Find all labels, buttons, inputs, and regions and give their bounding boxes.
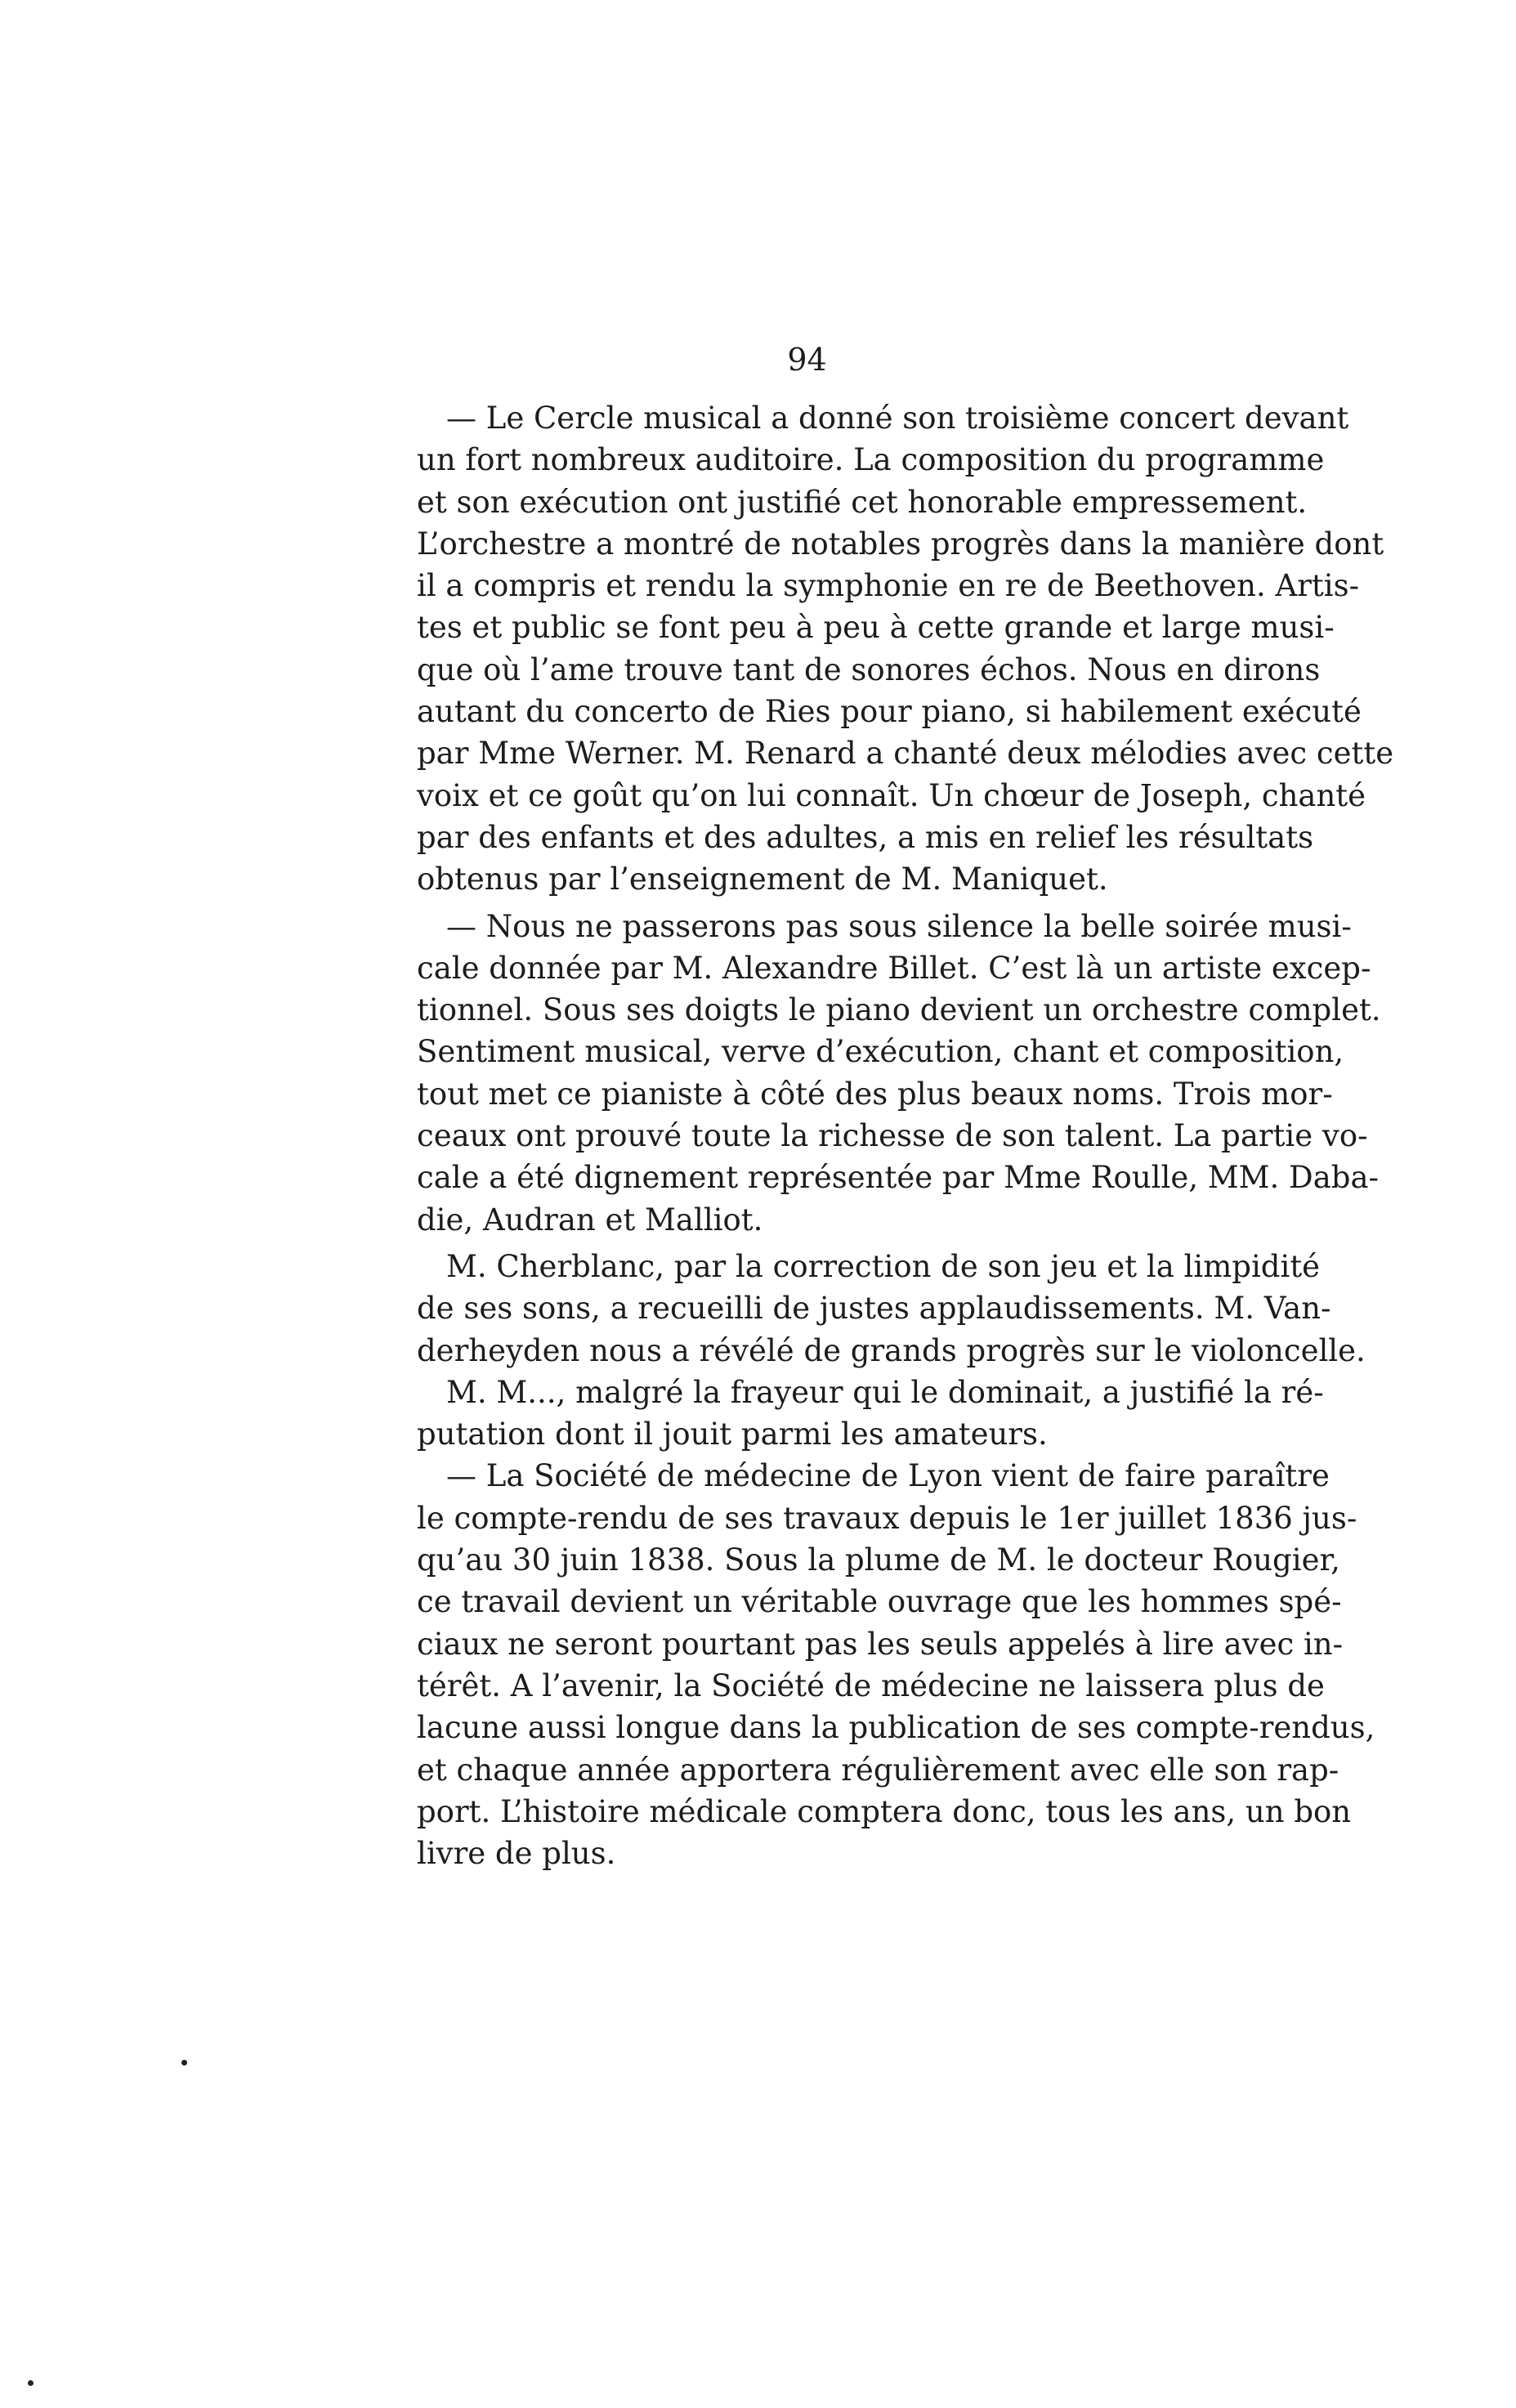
text-line: voix et ce goût qu’on lui connaît. Un chœur de Joseph, chanté xyxy=(417,777,1366,813)
article-body xyxy=(417,397,1394,1874)
paragraph-cercle-musical xyxy=(417,397,1394,901)
ink-speck xyxy=(181,2060,187,2066)
text-line: Sentiment musical, verve d’exécution, chant et composition, xyxy=(417,1034,1344,1070)
text-line: et chaque année apportera régulièrement avec elle son rap- xyxy=(417,1752,1339,1788)
text-line: L’orchestre a montré de notables progrès dans la manière dont xyxy=(417,526,1384,562)
text-line: ce travail devient un véritable ouvrage que les hommes spé- xyxy=(417,1584,1342,1620)
ink-speck xyxy=(28,2380,34,2386)
text-line: tout met ce pianiste à côté des plus beaux noms. Trois mor- xyxy=(417,1076,1333,1112)
text-line: derheyden nous a révélé de grands progrès sur le violoncelle. xyxy=(417,1332,1366,1368)
paragraph-cherblanc xyxy=(417,1246,1366,1372)
text-line: autant du concerto de Ries pour piano, si habilement exécuté xyxy=(417,694,1362,730)
text-line: ceaux ont prouvé toute la richesse de son talent. La partie vo- xyxy=(417,1118,1368,1154)
text-line: M. Cherblanc, par la correction de son jeu et la limpidité xyxy=(446,1248,1321,1284)
text-line: cale donnée par M. Alexandre Billet. C’est là un artiste excep- xyxy=(417,950,1371,986)
text-line: et son exécution ont justifié cet honorable empressement. xyxy=(417,484,1308,520)
text-line: — La Société de médecine de Lyon vient de faire paraître xyxy=(446,1458,1330,1494)
page-number: 94 xyxy=(787,342,827,378)
paragraph-societe-medecine xyxy=(417,1455,1375,1874)
text-line: ciaux ne seront pourtant pas les seuls appelés à lire avec in- xyxy=(417,1626,1344,1662)
text-line: M. M..., malgré la frayeur qui le dominait, a justifié la ré- xyxy=(446,1374,1324,1410)
text-line: le compte-rendu de ses travaux depuis le 1er juillet 1836 jus- xyxy=(417,1500,1357,1536)
text-line: par des enfants et des adultes, a mis en relief les résultats xyxy=(417,819,1314,855)
paragraph-soiree-billet xyxy=(417,906,1381,1241)
text-line: — Nous ne passerons pas sous silence la belle soirée musi- xyxy=(446,908,1352,944)
text-line: cale a été dignement représentée par Mme Roulle, MM. Daba- xyxy=(417,1160,1380,1196)
text-line: lacune aussi longue dans la publication de ses compte-rendus, xyxy=(417,1710,1375,1746)
text-line: obtenus par l’enseignement de M. Maniquet. xyxy=(417,862,1108,897)
text-line: putation dont il jouit parmi les amateurs. xyxy=(417,1417,1048,1452)
text-line: un fort nombreux auditoire. La composition du programme xyxy=(417,442,1325,478)
text-line: qu’au 30 juin 1838. Sous la plume de M. le docteur Rougier, xyxy=(417,1542,1340,1578)
text-line: de ses sons, a recueilli de justes applaudissements. M. Van- xyxy=(417,1291,1331,1327)
text-line: livre de plus. xyxy=(417,1836,616,1872)
text-line: tionnel. Sous ses doigts le piano devient un orchestre complet. xyxy=(417,992,1381,1028)
text-line: que où l’ame trouve tant de sonores échos. Nous en dirons xyxy=(417,651,1321,687)
text-line: par Mme Werner. M. Renard a chanté deux mélodies avec cette xyxy=(417,736,1394,772)
text-line: il a compris et rendu la symphonie en re de Beethoven. Artis- xyxy=(417,568,1360,604)
text-line: port. L’histoire médicale comptera donc, tous les ans, un bon xyxy=(417,1793,1352,1829)
text-line: — Le Cercle musical a donné son troisième concert devant xyxy=(446,401,1349,436)
paragraph-m-m xyxy=(417,1372,1324,1456)
text-line: tes et public se font peu à peu à cette grande et large musi- xyxy=(417,610,1335,646)
text-line: térêt. A l’avenir, la Société de médecine ne laissera plus de xyxy=(417,1667,1325,1703)
text-line: die, Audran et Malliot. xyxy=(417,1202,763,1238)
